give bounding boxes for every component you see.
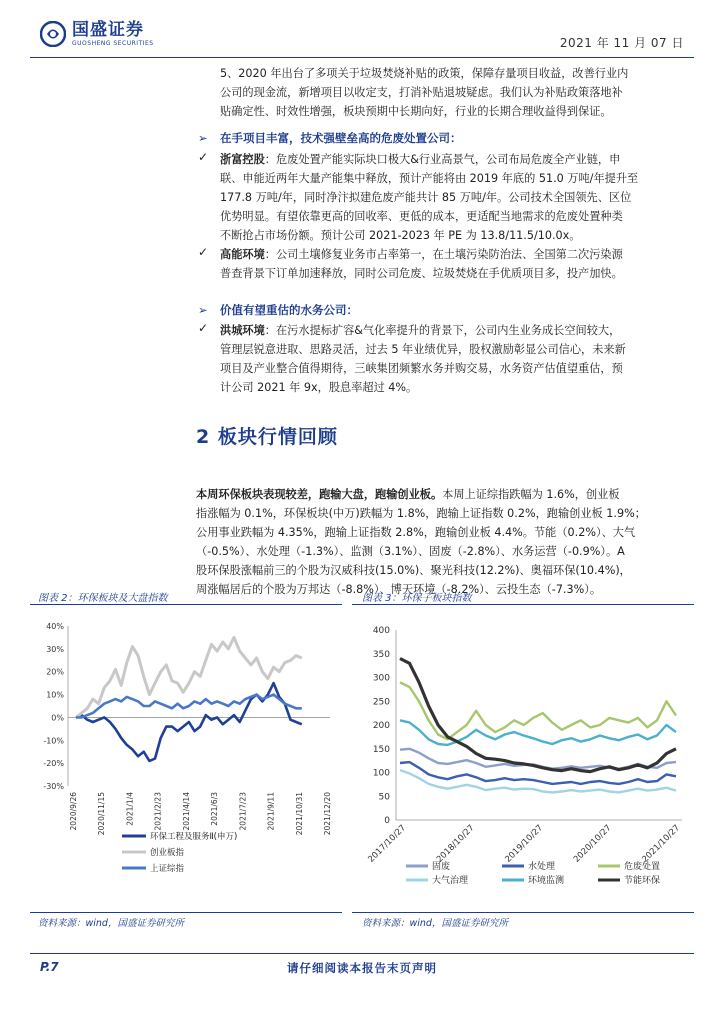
y-tick-label: 350	[372, 649, 390, 660]
company-name: 浙富控股	[220, 153, 265, 166]
figure2-bottom-rule	[30, 912, 342, 913]
section-hazard-heading	[198, 130, 462, 146]
y-tick-label: 0%	[51, 713, 64, 723]
figure3-source: 资料来源：wind，国盛证券研究所	[362, 918, 508, 929]
company-name: 高能环境	[220, 248, 265, 261]
market-review-line: 股环保股涨幅前三的个股为汉威科技(15.0%)、聚光科技(12.2%)、奥福环保(10.4%)，	[196, 564, 631, 577]
section-water-heading	[198, 302, 358, 318]
section2-title: 2 板块行情回顾	[196, 426, 338, 448]
x-tick-label: 2019/10/27	[503, 823, 546, 865]
check-bullet-icon: ✓	[198, 245, 209, 259]
section-water-title: 价值有望重估的水务公司：	[220, 303, 358, 317]
figure3-top-rule	[352, 604, 694, 605]
company-item-zhefu	[220, 150, 690, 245]
market-review-line: 公用事业跌幅为 4.35%，跑输上证指数 2.8%，跑输创业板 4.4%。节能（0.2%）、大气	[196, 526, 636, 539]
arrow-bullet-icon: ➢	[198, 131, 208, 145]
y-tick-label: 100	[372, 768, 390, 779]
y-tick-label: 300	[372, 673, 390, 684]
y-tick-label: 0	[384, 816, 390, 826]
legend-label: 固废	[432, 862, 451, 872]
company-name: 洪城环境	[220, 324, 265, 337]
x-tick-label: 2021/1/4	[125, 792, 135, 826]
y-tick-label: 200	[372, 721, 390, 731]
figure3-chart	[352, 608, 694, 908]
series-line	[76, 683, 302, 761]
check-bullet-icon: ✓	[198, 321, 209, 335]
footer-divider	[30, 953, 694, 954]
legend-label: 危废处置	[624, 862, 661, 872]
company-desc-line: ：在污水提标扩容&气化率提升的背景下，公司内生业务成长空间较大，	[264, 324, 621, 337]
figure2-title: 图表 2：环保板块及大盘指数	[38, 593, 168, 604]
intro-line: 公司的现金流，新增项目以收定支，打消补贴退坡疑虑。我们认为补贴政策落地补	[220, 86, 623, 99]
logo-cn-text: 国盛证券	[72, 20, 144, 40]
market-review-paragraph	[196, 485, 690, 599]
market-review-line: 指涨幅为 0.1%，环保板块(中万)跌幅为 1.8%，跑输上证指数 0.2%，跑输创业板 1.9%；	[196, 507, 646, 520]
y-tick-label: -10%	[43, 736, 64, 746]
header-divider	[30, 57, 694, 58]
x-tick-label: 2020/10/27	[571, 823, 614, 865]
market-review-line: （-0.5%）、水处理（-1.3%）、监测（3.1%）、固废（-2.8%）、水务运营（-0.9%）。A	[196, 545, 625, 558]
x-tick-label: 2021/4/14	[181, 792, 191, 831]
intro-line: 贴确定性、时效性增强，板块预期中长期向好，行业的长期合理收益得到保证。	[220, 105, 612, 118]
x-tick-label: 2021/6/3	[210, 792, 220, 826]
y-tick-label: -30%	[43, 782, 64, 791]
company-logo	[40, 20, 154, 48]
company-desc-line: ：公司土壤修复业务市占率第一，在土壤污染防治法、全国第二次污染源	[264, 248, 623, 261]
series-line	[76, 695, 302, 718]
logo-icon	[40, 21, 66, 47]
figure2-chart	[30, 608, 342, 908]
x-tick-label: 2021/9/11	[266, 792, 276, 831]
y-tick-label: 10%	[46, 690, 64, 700]
legend-label: 大气治理	[432, 876, 469, 886]
intro-line: 5、2020 年出台了多项关于垃圾焚烧补贴的政策，保障存量项目收益，改善行业内	[220, 67, 629, 80]
company-desc-line: ：危废处置产能实际块口极大&行业高景气，公司布局危废全产业链，申	[264, 153, 621, 166]
market-review-line: 本周上证综指跌幅为 1.6%，创业板	[442, 488, 620, 501]
disclaimer-note: 请仔细阅读本报告末页声明	[287, 961, 437, 975]
figure3-title: 图表 3：环保子板块指数	[362, 593, 472, 604]
y-tick-label: 20%	[46, 667, 64, 677]
legend-label: 节能环保	[624, 876, 661, 886]
legend-label: 创业板指	[150, 848, 185, 858]
y-tick-label: 30%	[46, 644, 64, 654]
x-tick-label: 2017/10/27	[366, 823, 409, 865]
company-item-hongcheng	[220, 321, 690, 397]
figure3-bottom-rule	[352, 912, 694, 913]
x-tick-label: 2020/11/15	[97, 792, 107, 836]
y-tick-label: 250	[372, 697, 390, 708]
company-desc-line: 177.8 万吨/年，同时净汴拟建危废产能共计 85 万吨/年。公司技术全国领先、区位	[220, 191, 632, 204]
x-tick-label: 2018/10/27	[434, 823, 477, 865]
y-tick-label: 40%	[46, 622, 64, 631]
company-desc-line: 计公司 2021 年 9x，股息率超过 4%。	[220, 381, 418, 394]
x-tick-label: 2021/12/20	[323, 792, 332, 836]
company-desc-line: 不断抢占市场份额。预计公司 2021-2023 年 PE 为 13.8/11.5/10.0x。	[220, 229, 581, 242]
x-tick-label: 2020/9/26	[69, 792, 78, 831]
figure2-source: 资料来源：wind，国盛证券研究所	[38, 918, 184, 929]
market-review-line: 周涨幅居后的个股为万邦达（-8.8%）、博天环境（-8.2%）、云投生态（-7.3%）。	[196, 583, 602, 596]
y-tick-label: 400	[372, 626, 390, 636]
figure2-top-rule	[30, 604, 342, 605]
y-tick-label: -20%	[43, 759, 64, 769]
section-hazard-title: 在手项目丰富，技术强壁垒高的危废处置公司：	[220, 131, 462, 145]
legend-label: 水处理	[528, 862, 556, 872]
arrow-bullet-icon: ➢	[198, 303, 208, 317]
x-tick-label: 2021/10/27	[640, 823, 683, 865]
check-bullet-icon: ✓	[198, 150, 209, 164]
x-tick-label: 2021/7/23	[238, 792, 248, 831]
company-desc-line: 联、申能近两年大量产能集中释放，预计产能将由 2019 年底的 51.0 万吨/年提升至	[220, 172, 639, 185]
y-tick-label: 150	[372, 744, 390, 755]
logo-en-text: GUOSHENG SECURITIES	[72, 40, 154, 47]
market-review-lead: 本周环保板块表现较差，跑输大盘，跑输创业板。	[196, 488, 443, 501]
company-desc-line: 优势明显。有望依靠更高的回收率、更低的成本，更适配当地需求的危废处置种类	[220, 210, 623, 223]
y-tick-label: 50	[378, 792, 390, 803]
company-desc-line: 普查背景下订单加速释放，同时公司危废、垃圾焚烧在手优质项目多，投产加快。	[220, 267, 623, 280]
x-tick-label: 2021/2/23	[153, 792, 163, 831]
x-tick-label: 2021/10/31	[294, 792, 304, 836]
page-header	[30, 18, 694, 58]
company-desc-line: 项目及产业整合值得期待，三峡集团频繁水务并购交易，水务资产估值望重估，预	[220, 362, 623, 375]
intro-paragraph	[220, 64, 690, 121]
report-date: 2021 年 11 月 07 日	[559, 36, 684, 50]
company-item-gaoneng	[220, 245, 690, 283]
page-number: P.7	[40, 960, 59, 974]
legend-label: 环保工程及服务Ⅱ(申万)	[150, 832, 238, 842]
legend-label: 环境监测	[528, 876, 565, 886]
series-line	[400, 720, 676, 745]
company-desc-line: 管理层锐意进取、思路灵活，过去 5 年业绩优异，股权激励彰显公司信心，未来新	[220, 343, 626, 356]
legend-label: 上证综指	[150, 864, 185, 874]
